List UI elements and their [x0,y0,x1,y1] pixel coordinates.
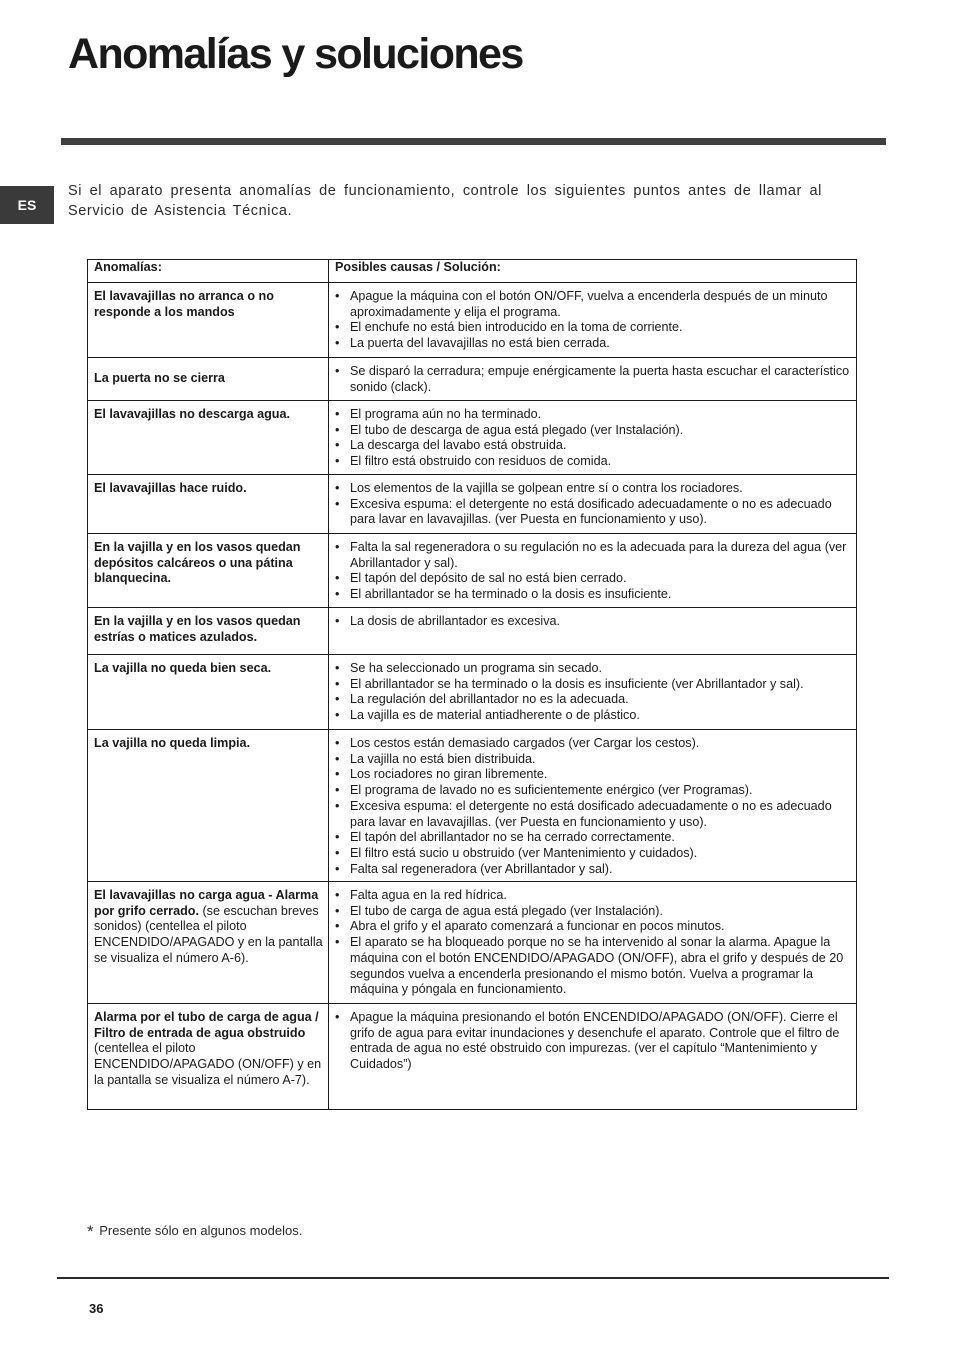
table-row [88,882,857,1004]
anomaly-cell [88,283,329,358]
table-row [88,475,857,534]
solution-item: • Excesiva espuma: el detergente no está dosificado adecuadamente o no es adecuado para lavar en lavavajillas. (ver Puesta en funcionamiento y uso). [335,799,851,830]
solution-cell [329,283,857,358]
solution-list [335,481,851,528]
anomaly-label: El lavavajillas no descarga agua. [94,407,291,421]
solution-item: • El tapón del abrillantador no se ha cerrado correctamente. [335,830,851,846]
solution-item: • Apague la máquina presionando el botón ENCENDIDO/APAGADO (ON/OFF). Cierre el grifo de agua para evitar inundaciones y desenchufe el aparato. Controle que el filtro de entrada de agua no esté obstruido con impurezas. (ver el capítulo “Mantenimiento y Cuidados”) [335,1010,851,1073]
solution-item: • La regulación del abrillantador no es la adecuada. [335,692,851,708]
anomaly-note: (centellea el piloto ENCENDIDO/APAGADO (ON/OFF) y en la pantalla se visualiza el número A-7). [94,1041,322,1087]
solution-cell [329,1004,857,1110]
solution-item: • Se ha seleccionado un programa sin secado. [335,661,851,677]
solution-item: • Excesiva espuma: el detergente no está dosificado adecuadamente o no es adecuado para lavar en lavavajillas. (ver Puesta en funcionamiento y uso). [335,497,851,528]
anomaly-cell [88,1004,329,1110]
solution-cell [329,401,857,475]
anomaly-cell [88,534,329,608]
solution-item: • La vajilla es de material antiadherente o de plástico. [335,708,851,724]
solution-item: • El tapón del depósito de sal no está bien cerrado. [335,571,851,587]
solution-cell [329,882,857,1004]
page-title: Anomalías y soluciones [68,30,523,78]
troubleshooting-table [87,259,857,1110]
solution-item: • Falta agua en la red hídrica. [335,888,851,904]
solution-list [335,736,851,877]
anomaly-cell [88,655,329,730]
table-body [88,283,857,1110]
table-header-row [88,260,857,283]
anomaly-label: El lavavajillas no arranca o no responde a los mandos [94,289,274,319]
solution-item: • Los rociadores no giran libremente. [335,767,851,783]
solution-item: • El filtro está sucio u obstruido (ver Mantenimiento y cuidados). [335,846,851,862]
anomaly-cell [88,608,329,655]
solution-item: • El tubo de descarga de agua está plegado (ver Instalación). [335,423,851,439]
table-row [88,283,857,358]
title-rule [61,138,886,145]
footnote-text: Presente sólo en algunos modelos. [99,1223,303,1238]
anomaly-cell [88,730,329,882]
solution-cell [329,358,857,401]
table-row [88,358,857,401]
table-row [88,534,857,608]
solution-item: • El aparato se ha bloqueado porque no se ha intervenido al sonar la alarma. Apague la máquina con el botón ENCENDIDO/APAGADO (ON/OFF), abra el grifo y después de 20 segundos vuelva a encenderla presionando el mismo botón. Vuelva a programar la máquina y póngala en funcionamiento. [335,935,851,998]
solution-item: • Apague la máquina con el botón ON/OFF, vuelva a encenderla después de un minuto aproximadamente y elija el programa. [335,289,851,320]
solution-item: • La dosis de abrillantador es excesiva. [335,614,851,630]
anomaly-cell [88,358,329,401]
solution-cell [329,730,857,882]
anomaly-label: El lavavajillas no carga agua - Alarma por grifo cerrado. [94,888,319,918]
solution-item: • El abrillantador se ha terminado o la dosis es insuficiente. [335,587,851,603]
header-anomalias: Anomalías: [88,260,329,283]
solution-list [335,407,851,470]
anomaly-cell [88,475,329,534]
anomaly-cell [88,882,329,1004]
language-tab-label: ES [17,197,37,213]
solution-list [335,540,851,603]
solution-item: • Se disparó la cerradura; empuje enérgicamente la puerta hasta escuchar el característico sonido (clack). [335,364,851,395]
solution-item: • El programa de lavado no es suficientemente enérgico (ver Programas). [335,783,851,799]
solution-item: • El enchufe no está bien introducido en la toma de corriente. [335,320,851,336]
solution-list [335,614,851,630]
solution-item: • El programa aún no ha terminado. [335,407,851,423]
anomaly-label: En la vajilla y en los vasos quedan depósitos calcáreos o una pátina blanquecina. [94,540,301,586]
anomaly-label: La puerta no se cierra [94,371,225,386]
language-tab [0,186,54,224]
header-soluciones: Posibles causas / Solución: [329,260,857,283]
table-row [88,1004,857,1110]
solution-item: • La descarga del lavabo está obstruida. [335,438,851,454]
solution-item: • El abrillantador se ha terminado o la dosis es insuficiente (ver Abrillantador y sal). [335,677,851,693]
anomaly-label: Alarma por el tubo de carga de agua / Filtro de entrada de agua obstruido [94,1010,319,1040]
anomaly-label: La vajilla no queda limpia. [94,736,251,750]
anomaly-cell [88,401,329,475]
solution-item: • La puerta del lavavajillas no está bien cerrada. [335,336,851,352]
anomaly-label: En la vajilla y en los vasos quedan estrías o matices azulados. [94,614,301,644]
solution-cell [329,534,857,608]
page-number: 36 [89,1301,104,1316]
solution-list [335,1010,851,1073]
solution-item: • La vajilla no está bien distribuida. [335,752,851,768]
anomaly-note: (se escuchan breves sonidos) (centellea el piloto ENCENDIDO/APAGADO y en la pantalla se visualiza el número A-6). [94,903,323,965]
table-row [88,730,857,882]
solution-list [335,661,851,724]
solution-cell [329,655,857,730]
solution-list [335,888,851,998]
solution-item: • Falta sal regeneradora (ver Abrillantador y sal). [335,862,851,878]
anomaly-label: La vajilla no queda bien seca. [94,661,272,675]
solution-item: • El filtro está obstruido con residuos de comida. [335,454,851,470]
table-row [88,655,857,730]
solution-item: • Los elementos de la vajilla se golpean entre sí o contra los rociadores. [335,481,851,497]
footnote-marker: * [87,1222,94,1241]
solution-item: • Falta la sal regeneradora o su regulación no es la adecuada para la dureza del agua (ver Abrillantador y sal). [335,540,851,571]
table-row [88,401,857,475]
solution-list [335,289,851,352]
solution-list [335,364,851,395]
anomaly-label: El lavavajillas hace ruido. [94,481,247,495]
solution-item: • El tubo de carga de agua está plegado (ver Instalación). [335,904,851,920]
footer-rule [57,1277,889,1279]
table-row [88,608,857,655]
footnote [87,1222,302,1242]
solution-item: • Abra el grifo y el aparato comenzará a funcionar en pocos minutos. [335,919,851,935]
intro-text: Si el aparato presenta anomalías de funcionamiento, controle los siguientes puntos antes de llamar al Servicio de Asistencia Técnica. [68,183,822,219]
solution-cell [329,608,857,655]
solution-cell [329,475,857,534]
solution-item: • Los cestos están demasiado cargados (ver Cargar los cestos). [335,736,851,752]
